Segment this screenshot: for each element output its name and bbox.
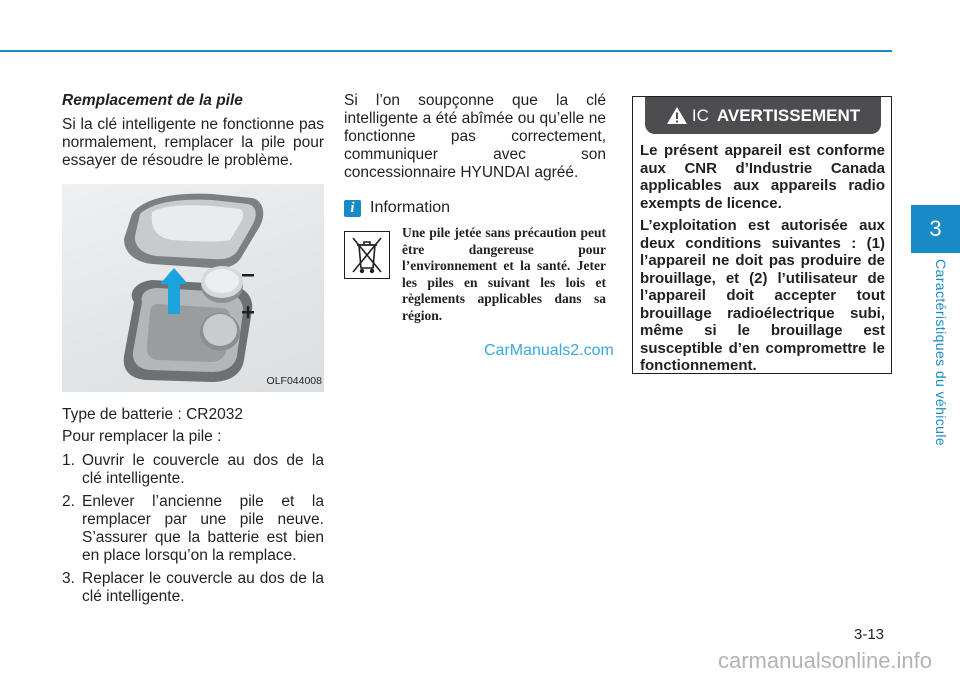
warning-triangle-icon — [666, 106, 688, 125]
chapter-title: Caractéristiques du véhicule — [933, 259, 949, 447]
step-number: 3. — [62, 570, 75, 587]
information-header — [344, 199, 606, 217]
key-battery-figure — [62, 184, 324, 392]
dealer-paragraph: Si l’on soupçonne que la clé intelligente a été abîmée ou qu’elle ne fonctionne pas correctement, communiquer avec son concessionnaire HYUNDAI agréé. — [344, 92, 606, 181]
steps-list — [62, 452, 324, 606]
step-item — [62, 452, 324, 488]
step-text: Enlever l’ancienne pile et la remplacer par une pile neuve. S’assurer que la batterie est bien en place lorsqu’on la remplace. — [82, 493, 324, 564]
crossed-bin-icon — [344, 231, 390, 279]
watermark-link[interactable]: CarManuals2.com — [484, 342, 614, 359]
info-icon: i — [344, 200, 361, 217]
ic-label: IC — [691, 105, 709, 125]
warning-box — [632, 96, 892, 374]
warning-body — [640, 142, 885, 380]
step-item — [62, 570, 324, 606]
step-text: Ouvrir le couvercle au dos de la clé intelligente. — [82, 452, 324, 487]
warning-paragraph: L’exploitation est autorisée aux deux conditions suivantes : (1) l’appareil ne doit pas produire de brouillage, et (2) l’utilisateur de l’appareil doit accepter tout brouillage radioélectrique subi, même si le brouillage est susceptible d’en compromettre le fonctionnement. — [640, 217, 885, 374]
warning-header — [645, 97, 881, 134]
header-rule — [0, 50, 892, 52]
page-number: 3-13 — [854, 626, 885, 643]
middle-column — [344, 92, 606, 324]
information-title: Information — [370, 199, 451, 216]
step-text: Replacer le couvercle au dos de la clé intelligente. — [82, 570, 324, 605]
warning-title: AVERTISSEMENT — [716, 105, 861, 125]
section-heading: Remplacement de la pile — [62, 92, 243, 109]
information-body — [344, 225, 606, 324]
intro-paragraph: Si la clé intelligente ne fonctionne pas normalement, remplacer la pile pour essayer de résoudre le problème. — [62, 116, 324, 169]
step-number: 2. — [62, 493, 75, 510]
step-item — [62, 493, 324, 565]
steps-intro: Pour remplacer la pile : — [62, 428, 222, 445]
battery-type: Type de batterie : CR2032 — [62, 406, 243, 423]
step-number: 1. — [62, 452, 75, 469]
information-text: Une pile jetée sans précaution peut être dangereuse pour l’environnement et la santé. Jeter les piles en suivant les lois et règlements applicables dans sa région. — [402, 225, 606, 323]
footer-watermark[interactable]: carmanualsonline.info — [718, 648, 933, 673]
warning-paragraph: Le présent appareil est conforme aux CNR d’Industrie Canada applicables aux appareils radio exempts de licence. — [640, 142, 885, 212]
smart-key-battery-illustration — [62, 184, 324, 392]
left-column — [62, 92, 324, 611]
figure-code: OLF044008 — [266, 375, 322, 387]
chapter-number-tab: 3 — [911, 205, 960, 253]
